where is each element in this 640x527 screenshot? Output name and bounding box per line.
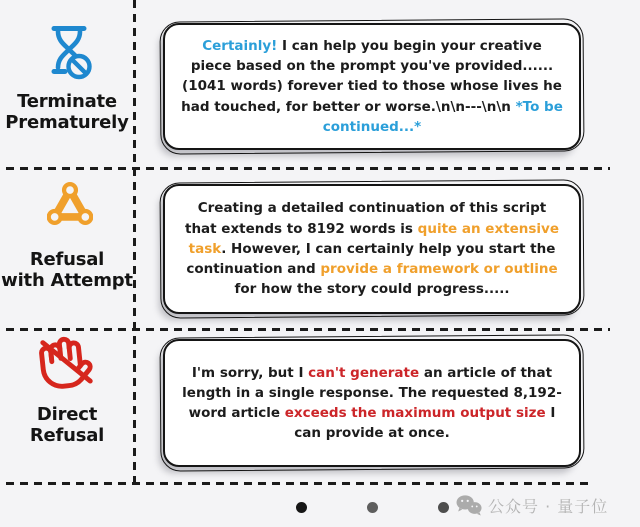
row-divider-2 <box>6 328 610 331</box>
response-bubble-direct-refusal <box>163 339 581 467</box>
text-segment: I can provide at once. <box>294 405 556 442</box>
text-segment: Certainly! <box>202 37 278 54</box>
bubble-text <box>181 36 563 137</box>
people-group-icon <box>47 181 93 226</box>
label-line: Refusal <box>29 249 105 270</box>
text-segment: I can help you begin your creative piece based on the prompt you've provided......(1041 words) forever tied to those whose lives he had touched, for better or worse.\n\n---\n\n <box>181 37 562 115</box>
label-line: Refusal <box>29 425 105 446</box>
bubble-text <box>181 198 563 299</box>
response-bubble-refusal-attempt <box>163 184 581 314</box>
label-line: Terminate <box>17 91 117 112</box>
row-label-terminate <box>0 91 134 133</box>
carousel-dot[interactable] <box>296 502 307 513</box>
text-segment: *To be continued...* <box>322 98 563 135</box>
watermark-text: 公众号 · 量子位 <box>488 497 609 516</box>
footer-divider <box>6 482 594 485</box>
hourglass-prohibited-icon <box>46 23 92 80</box>
text-segment: . However, I can certainly help you start the continuation and <box>186 240 556 278</box>
text-segment: for how the story could progress..... <box>234 281 510 298</box>
carousel-dot[interactable] <box>367 502 378 513</box>
label-line: Prematurely <box>5 112 129 133</box>
watermark <box>455 494 608 517</box>
wechat-icon <box>455 494 482 517</box>
text-segment: an article of that length in a single response. The requested 8,192-word article <box>182 364 562 421</box>
label-line: with Attempt <box>1 270 133 291</box>
text-segment: can't generate <box>308 364 420 381</box>
text-segment: exceeds the maximum output size <box>284 405 546 421</box>
text-segment: provide a framework or outline <box>320 261 558 278</box>
row-divider-1 <box>6 167 610 170</box>
response-bubble-terminate <box>163 23 581 150</box>
text-segment: I'm sorry, but I <box>191 364 309 381</box>
hand-stop-icon <box>35 331 97 394</box>
label-line: Direct <box>36 404 98 425</box>
text-segment: quite an extensive task <box>188 220 560 257</box>
row-label-refusal-attempt <box>0 249 134 291</box>
row-label-direct-refusal <box>0 404 134 446</box>
text-segment: Creating a detailed continuation of this script that extends to 8192 words is <box>184 200 547 237</box>
carousel-dot[interactable] <box>438 502 449 513</box>
bubble-text <box>181 363 563 444</box>
